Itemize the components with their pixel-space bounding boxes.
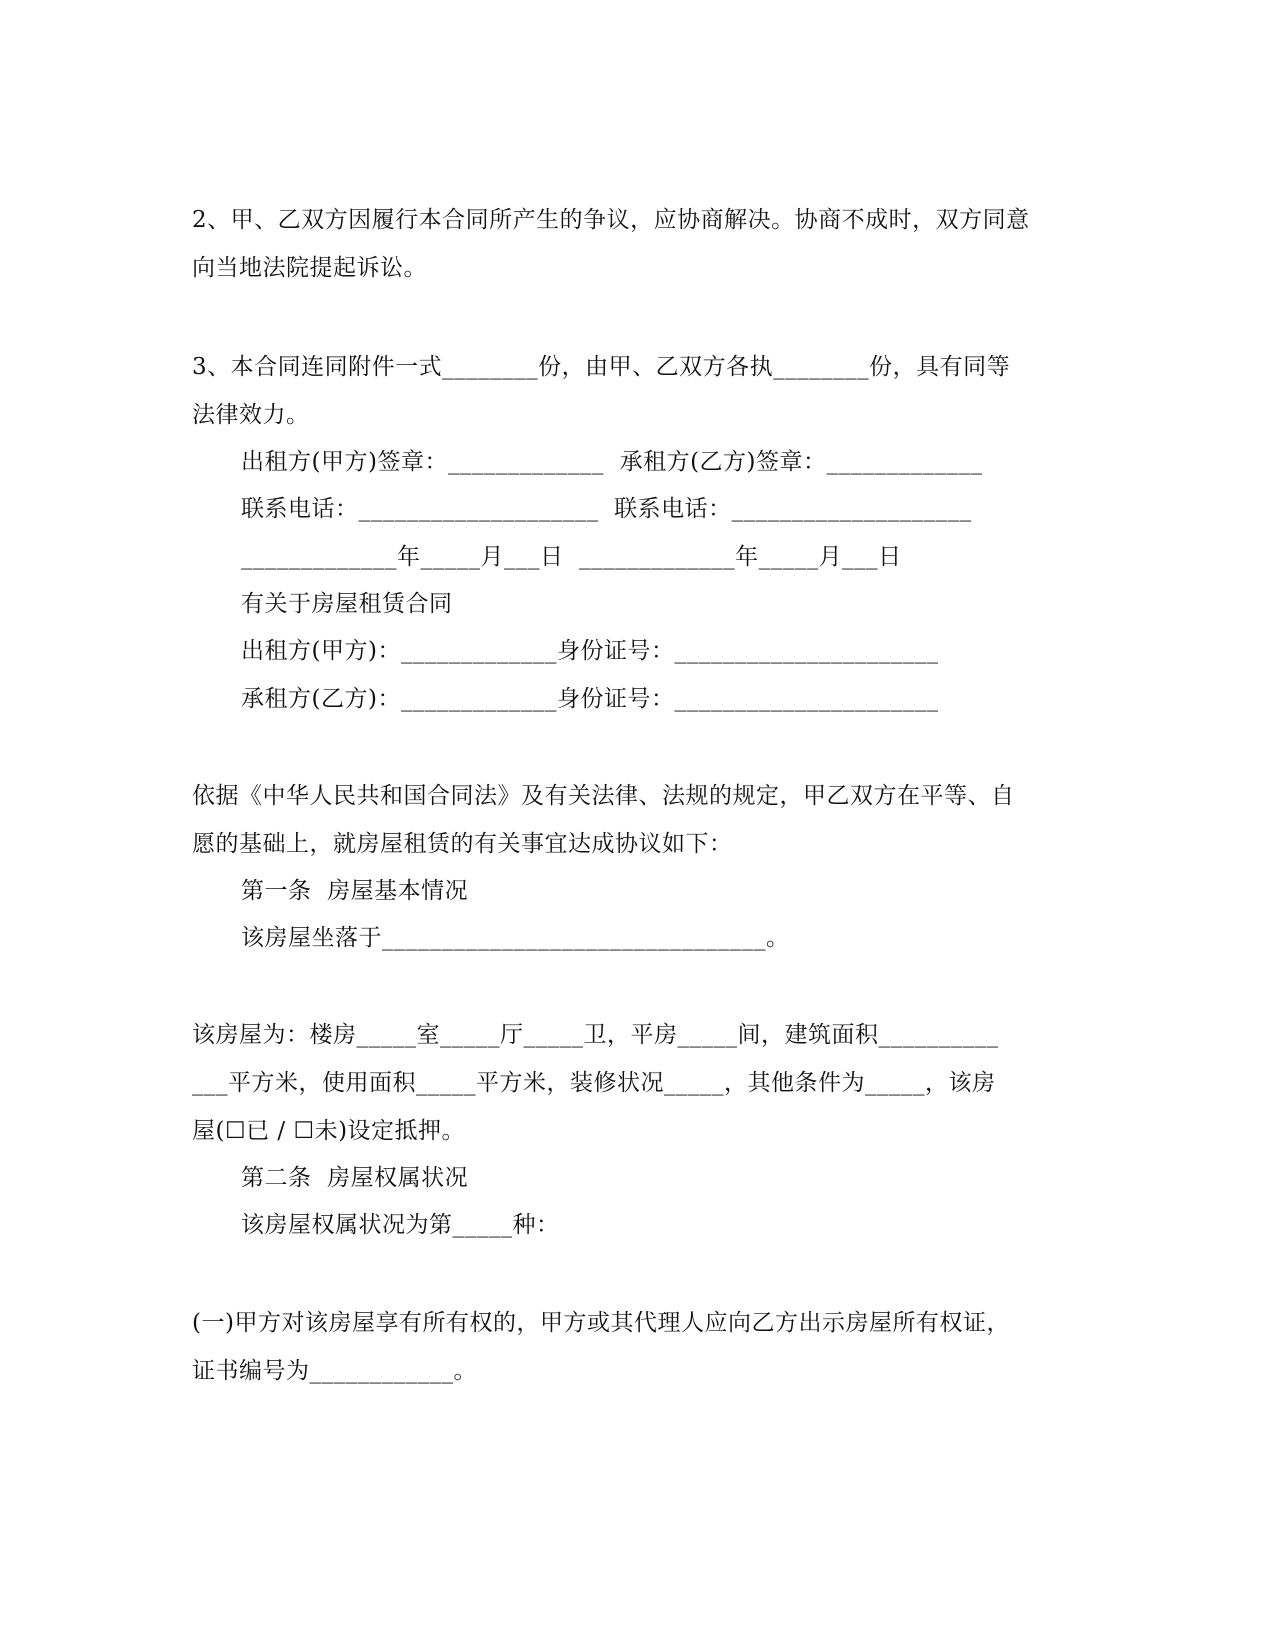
clause-3-line-1: 3、本合同连同附件一式________份，由甲、乙双方各执________份，具有同等: [192, 354, 1011, 380]
clause-3-line-2: 法律效力。: [192, 402, 310, 428]
signature-line: 出租方(甲方)签章：_____________ 承租方(乙方)签章：_____________: [241, 449, 983, 475]
contract-title: 有关于房屋租赁合同: [241, 591, 453, 617]
article-2-item-1-line-2: 证书编号为____________。: [192, 1358, 477, 1384]
article-1-desc-line-1: 该房屋为：楼房_____室_____厅_____卫，平房_____间，建筑面积__________: [192, 1022, 999, 1048]
date-line: _____________年_____月___日 _____________年_____月___日: [241, 544, 902, 570]
clause-2-line-2: 向当地法院提起诉讼。: [192, 255, 427, 281]
lessee-line: 承租方(乙方)：_____________身份证号：______________________: [241, 686, 939, 712]
lessor-line: 出租方(甲方)：_____________身份证号：______________________: [241, 638, 939, 664]
preamble-line-1: 依据《中华人民共和国合同法》及有关法律、法规的规定，甲乙双方在平等、自: [192, 783, 1015, 809]
article-2-status: 该房屋权属状况为第_____种：: [241, 1212, 560, 1238]
clause-2-line-1: 2、甲、乙双方因履行本合同所产生的争议，应协商解决。协商不成时，双方同意: [192, 207, 1030, 233]
article-2-heading: 第二条 房屋权属状况: [241, 1165, 469, 1191]
article-1-location: 该房屋坐落于________________________________。: [241, 925, 790, 951]
article-1-desc-line-3: 屋(☐已 / ☐未)设定抵押。: [192, 1118, 466, 1144]
phone-line: 联系电话：____________________ 联系电话：____________________: [241, 496, 972, 522]
preamble-line-2: 愿的基础上，就房屋租赁的有关事宜达成协议如下：: [192, 831, 733, 857]
article-1-desc-line-2: ___平方米，使用面积_____平方米，装修状况_____，其他条件为_____，该房: [192, 1070, 996, 1096]
article-2-item-1-line-1: (一)甲方对该房屋享有所有权的，甲方或其代理人应向乙方出示房屋所有权证，: [192, 1310, 1010, 1336]
article-1-heading: 第一条 房屋基本情况: [241, 878, 469, 904]
